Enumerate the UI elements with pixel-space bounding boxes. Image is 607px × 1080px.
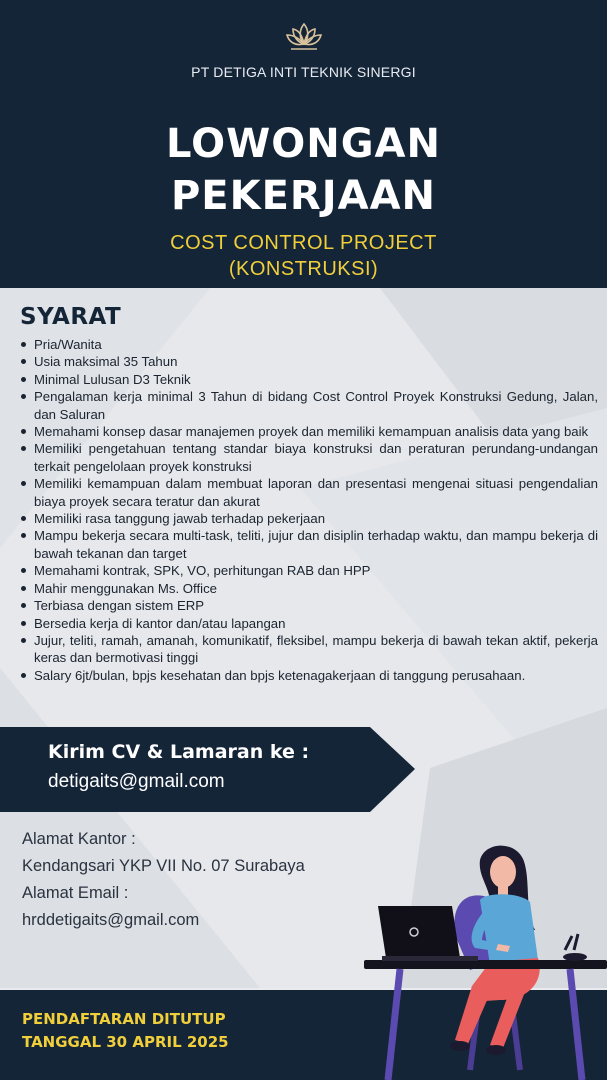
- office-label: Alamat Kantor :: [22, 830, 136, 848]
- requirements-list: [20, 336, 598, 684]
- send-cv-label: Kirim CV & Lamaran ke :: [48, 741, 310, 763]
- list-item: Memahami konsep dasar manajemen proyek dan memiliki kemampuan analisis data yang baik: [20, 423, 598, 440]
- list-item: Pria/Wanita: [20, 336, 598, 353]
- header-banner: [0, 0, 607, 288]
- list-item: Memiliki pengetahuan tentang standar biaya konstruksi dan peraturan perundang-undangan terkait pengelolaan proyek konstruksi: [20, 440, 598, 475]
- list-item: Mampu bekerja secara multi-task, teliti, jujur dan disiplin terhadap waktu, dan mampu bekerja di bawah tekanan dan target: [20, 527, 598, 562]
- list-item: Minimal Lulusan D3 Teknik: [20, 371, 598, 388]
- list-item: Memiliki kemampuan dalam membuat laporan dan presentasi mengenai situasi pengendalian biaya proyek secara teratur dan akurat: [20, 475, 598, 510]
- list-item: Memiliki rasa tanggung jawab terhadap pekerjaan: [20, 510, 598, 527]
- list-item: Memahami kontrak, SPK, VO, perhitungan RAB dan HPP: [20, 562, 598, 579]
- page-title: [0, 118, 607, 222]
- list-item: Terbiasa dengan sistem ERP: [20, 597, 598, 614]
- send-cv-banner: [0, 727, 415, 812]
- closing-date: [22, 1008, 229, 1054]
- closing-line-1: PENDAFTARAN DITUTUP: [22, 1010, 226, 1028]
- email-label: Alamat Email :: [22, 884, 129, 902]
- woman-laptop-illustration-icon: [360, 840, 607, 1080]
- list-item: Salary 6jt/bulan, bpjs kesehatan dan bpjs ketenagakerjaan di tanggung perusahaan.: [20, 667, 598, 684]
- list-item: Mahir menggunakan Ms. Office: [20, 580, 598, 597]
- list-item: Bersedia kerja di kantor dan/atau lapangan: [20, 615, 598, 632]
- list-item: Jujur, teliti, ramah, amanah, komunikatif, fleksibel, mampu bekerja di bawah tekan aktif, pekerja keras dan bermotivasi tinggi: [20, 632, 598, 667]
- office-address: Kendangsari YKP VII No. 07 Surabaya: [22, 857, 305, 875]
- position-line-1: COST CONTROL PROJECT: [170, 232, 437, 254]
- lotus-logo-icon: [285, 20, 323, 54]
- list-item: Pengalaman kerja minimal 3 Tahun di bidang Cost Control Proyek Konstruksi Gedung, Jalan, dan Saluran: [20, 388, 598, 423]
- list-item: Usia maksimal 35 Tahun: [20, 353, 598, 370]
- company-name: PT DETIGA INTI TEKNIK SINERGI: [191, 64, 416, 80]
- closing-line-2: TANGGAL 30 APRIL 2025: [22, 1033, 229, 1051]
- title-line-1: LOWONGAN: [166, 121, 441, 167]
- position-line-2: (KONSTRUKSI): [228, 258, 379, 280]
- send-cv-email[interactable]: detigaits@gmail.com: [48, 771, 225, 792]
- requirements-heading: SYARAT: [20, 304, 122, 330]
- title-line-2: PEKERJAAN: [170, 173, 437, 219]
- contact-email[interactable]: hrddetigaits@gmail.com: [22, 911, 200, 929]
- contact-info: [22, 826, 305, 934]
- job-position: [0, 230, 607, 282]
- requirements-section: [20, 304, 598, 684]
